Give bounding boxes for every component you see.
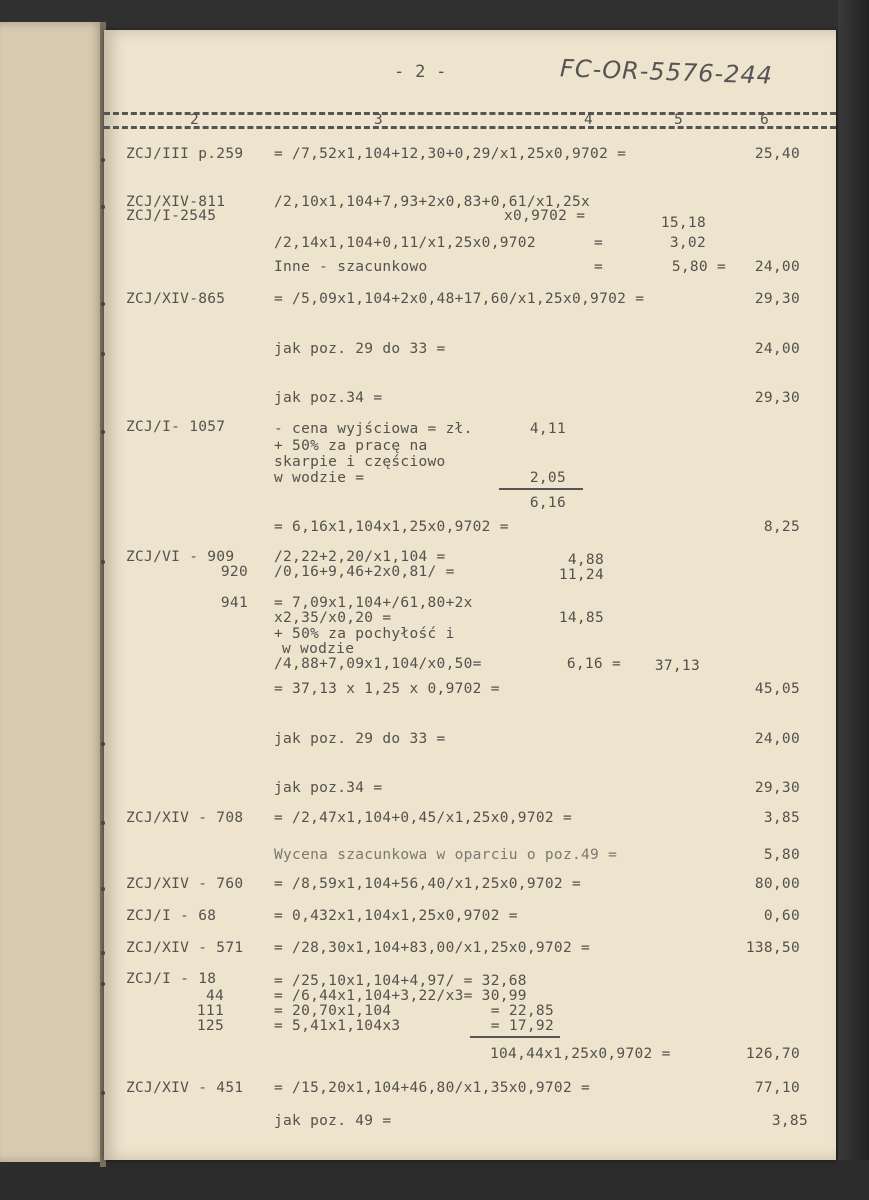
entry-total: 29,30 (754, 780, 800, 796)
entry-calculation-cont: x0,9702 = (504, 208, 586, 224)
entry-line: w wodzie (282, 641, 355, 657)
background-top (0, 0, 869, 30)
entry-line: skarpie i częściowo (274, 454, 446, 470)
entry-code: ZCJ/XIV - 571 (126, 940, 244, 956)
entry-subvalue: 5,80 = (671, 259, 726, 275)
entry-equals: = (594, 259, 604, 275)
column-header-3: 3 (374, 112, 384, 128)
entry-sub-code: 44 (205, 988, 224, 1004)
entry-subvalue: 2,05 (529, 470, 566, 486)
background-bottom (0, 1160, 869, 1200)
document-page (104, 30, 836, 1160)
entry-code: ZCJ/XIV - 760 (126, 876, 244, 892)
entry-calculation: 104,44x1,25x0,9702 = (490, 1046, 671, 1062)
entry-code: ZCJ/I - 18 (126, 971, 217, 987)
entry-code: ZCJ/XIV-865 (126, 291, 226, 307)
entry-total: 3,85 (763, 810, 800, 826)
margin-dot (101, 352, 105, 356)
entry-total: 80,00 (754, 876, 800, 892)
entry-line: = 20,70x1,104 (274, 1003, 392, 1019)
entry-calculation: jak poz.34 = (274, 390, 383, 406)
entry-subvalue: 3,02 (669, 235, 706, 251)
handwritten-reference: FC-OR-5576-244 (559, 54, 774, 90)
entry-calculation: = /2,47x1,104+0,45/x1,25x0,9702 = (274, 810, 572, 826)
column-header-4: 4 (584, 112, 594, 128)
background-right (838, 0, 869, 1200)
entry-calculation: jak poz. 49 = (274, 1113, 392, 1129)
entry-sum: 37,13 (654, 658, 700, 674)
entry-line: - cena wyjściowa = zł. (274, 421, 473, 437)
sum-underline (499, 488, 583, 490)
entry-code: ZCJ/I- 1057 (126, 419, 226, 435)
header-rule-bottom (104, 126, 836, 129)
entry-total: 77,10 (754, 1080, 800, 1096)
entry-calculation: jak poz.34 = (274, 780, 383, 796)
entry-code: ZCJ/I - 68 (126, 908, 217, 924)
entry-subvalue: 6,16 = (566, 656, 621, 672)
entry-total: 25,40 (754, 146, 800, 162)
entry-calculation: jak poz. 29 do 33 = (274, 731, 446, 747)
margin-dot (101, 1091, 105, 1095)
entry-total: 0,60 (763, 908, 800, 924)
entry-calculation: Wycena szacunkowa w oparciu o poz.49 = (274, 847, 618, 863)
entry-total: 3,85 (771, 1113, 808, 1129)
margin-dot (101, 821, 105, 825)
entry-line: = /25,10x1,104+4,97/ = 32,68 (274, 973, 527, 989)
entry-calculation: = 0,432x1,104x1,25x0,9702 = (274, 908, 518, 924)
entry-calculation: = /28,30x1,104+83,00/x1,25x0,9702 = (274, 940, 591, 956)
entry-sub-code: 920 (220, 564, 248, 580)
margin-dot (101, 430, 105, 434)
entry-sub-code: 111 (196, 1003, 224, 1019)
entry-subvalue: 14,85 (558, 610, 604, 626)
entry-total: 24,00 (754, 341, 800, 357)
entry-line: Inne - szacunkowo (274, 259, 428, 275)
entry-line: /4,88+7,09x1,104/x0,50= (274, 656, 482, 672)
entry-subvalue: 15,18 (660, 215, 706, 231)
entry-subvalue: = 22,85 (490, 1003, 554, 1019)
entry-subvalue: 6,16 (529, 495, 566, 511)
margin-dot (101, 951, 105, 955)
entry-total: 5,80 (763, 847, 800, 863)
entry-line: x2,35/x0,20 = (274, 610, 392, 626)
entry-calculation: = /8,59x1,104+56,40/x1,25x0,9702 = (274, 876, 582, 892)
entry-equals: = (594, 235, 604, 251)
margin-dot (101, 158, 105, 162)
entry-code-secondary: ZCJ/I-2545 (126, 208, 217, 224)
header-rule-top (104, 112, 836, 115)
page-number: - 2 - (394, 62, 447, 82)
margin-dot (101, 560, 105, 564)
entry-calculation: = /5,09x1,104+2x0,48+17,60/x1,25x0,9702 = (274, 291, 645, 307)
margin-dot (101, 982, 105, 986)
entry-calculation: = /15,20x1,104+46,80/x1,35x0,9702 = (274, 1080, 591, 1096)
entry-total: 29,30 (754, 291, 800, 307)
left-facing-page (0, 22, 104, 1162)
entry-total: 45,05 (754, 681, 800, 697)
entry-line: + 50% za pochyłość i (274, 626, 455, 642)
column-header-5: 5 (674, 112, 684, 128)
entry-line: + 50% za pracę na (274, 438, 428, 454)
margin-dot (101, 205, 105, 209)
entry-line: /2,14x1,104+0,11/x1,25x0,9702 (274, 235, 536, 251)
margin-dot (101, 887, 105, 891)
entry-total: 29,30 (754, 390, 800, 406)
entry-calculation: = 37,13 x 1,25 x 0,9702 = (274, 681, 500, 697)
entry-calculation: = /7,52x1,104+12,30+0,29/x1,25x0,9702 = (274, 146, 627, 162)
entry-sub-code: 125 (196, 1018, 224, 1034)
entry-total: 126,70 (745, 1046, 800, 1062)
column-header-6: 6 (760, 112, 770, 128)
entry-line: /0,16+9,46+2x0,81/ = (274, 564, 455, 580)
entry-subvalue: 11,24 (558, 567, 604, 583)
entry-line: = 5,41x1,104x3 (274, 1018, 401, 1034)
entry-line: = 7,09x1,104+/61,80+2x (274, 595, 473, 611)
entry-calculation: /2,10x1,104+7,93+2x0,83+0,61/x1,25x (274, 194, 591, 210)
entry-code: ZCJ/XIV - 708 (126, 810, 244, 826)
margin-dot (101, 742, 105, 746)
entry-code: ZCJ/XIV-811 (126, 194, 226, 210)
entry-calculation: = 6,16x1,104x1,25x0,9702 = (274, 519, 509, 535)
entry-total: 24,00 (754, 731, 800, 747)
entry-line: = /6,44x1,104+3,22/x3= 30,99 (274, 988, 527, 1004)
entry-code: ZCJ/III p.259 (126, 146, 244, 162)
entry-total: 24,00 (754, 259, 800, 275)
entry-sub-code: 941 (220, 595, 248, 611)
entry-subvalue: 4,11 (529, 421, 566, 437)
sum-underline (470, 1036, 560, 1038)
entry-subvalue: = 17,92 (490, 1018, 554, 1034)
entry-total: 8,25 (763, 519, 800, 535)
entry-line: w wodzie = (274, 470, 365, 486)
entry-calculation: jak poz. 29 do 33 = (274, 341, 446, 357)
entry-subvalue: 4,88 (567, 552, 604, 568)
entry-total: 138,50 (745, 940, 800, 956)
entry-line: /2,22+2,20/x1,104 = (274, 549, 446, 565)
column-header-2: 2 (190, 112, 200, 128)
entry-code: ZCJ/VI - 909 (126, 549, 235, 565)
entry-code: ZCJ/XIV - 451 (126, 1080, 244, 1096)
margin-dot (101, 302, 105, 306)
